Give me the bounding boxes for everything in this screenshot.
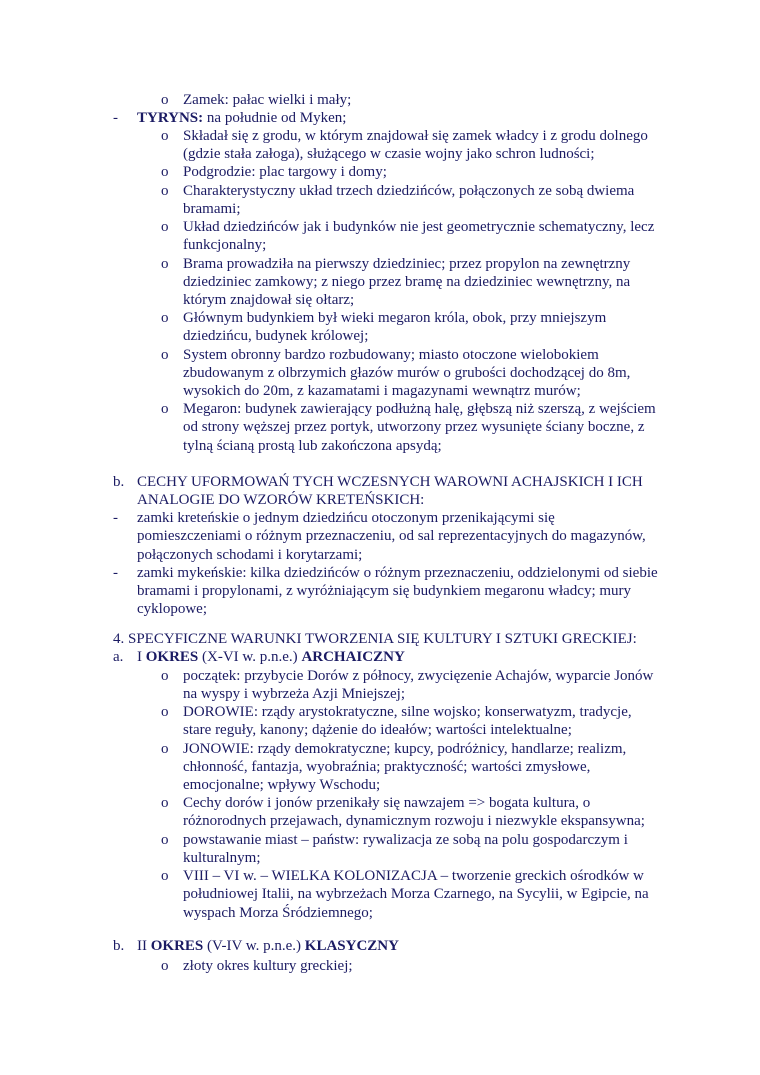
- list-item-line: (gdzie stała załoga), służącego w czasie wojny jako schron ludności;: [183, 146, 595, 162]
- period-name: KLASYCZNY: [304, 938, 399, 954]
- bullet-marker: o: [161, 164, 169, 180]
- list-item-text: Zamek: pałac wielki i mały;: [183, 92, 352, 108]
- list-item-line: południowej Italii, na wybrzeżach Morza Czarnego, na Sycylii, w Egipcie, na: [183, 886, 649, 902]
- period-pre: II: [137, 938, 151, 954]
- list-item-line: cyklopowe;: [137, 601, 207, 617]
- dash-marker: -: [113, 510, 118, 526]
- period-okres: OKRES: [145, 649, 199, 665]
- section-heading: CECHY UFORMOWAŃ TYCH WCZESNYCH WAROWNI ACHAJSKICH I ICH: [137, 474, 643, 490]
- bullet-marker: o: [161, 832, 169, 848]
- period-range: (V-IV w. p.n.e.): [203, 938, 305, 954]
- bullet-marker: o: [161, 347, 169, 363]
- bullet-marker: o: [161, 256, 169, 272]
- list-item-line: dziedziniec zamkowy; z niego przez bramę na dziedziniec wewnętrzny, na: [183, 274, 631, 290]
- dash-marker: -: [113, 565, 118, 581]
- list-item-line: kulturalnym;: [183, 850, 261, 866]
- bullet-marker: o: [161, 868, 169, 884]
- tyryns-heading-rest: na południe od Myken;: [203, 110, 347, 126]
- bullet-marker: o: [161, 668, 169, 684]
- list-item-line: Cechy dorów i jonów przenikały się nawzajem => bogata kultura, o: [183, 795, 591, 811]
- list-item-line: funkcjonalny;: [183, 237, 267, 253]
- bullet-marker: o: [161, 401, 169, 417]
- list-item-line: połączonych schodami i korytarzami;: [137, 547, 363, 563]
- list-item-line: początek: przybycie Dorów z północy, zwycięzenie Achajów, wyparcie Jonów: [183, 668, 654, 684]
- list-item-line: złoty okres kultury greckiej;: [183, 958, 353, 974]
- list-item-line: którym znajdował się ołtarz;: [183, 292, 355, 308]
- bullet-marker: o: [161, 704, 169, 720]
- list-item-line: Układ dziedzińców jak i budynków nie jest geometrycznie schematyczny, lecz: [183, 219, 655, 235]
- list-item-line: wyspach Morza Śródziemnego;: [183, 905, 373, 921]
- list-item-line: zbudowanym z olbrzymich głazów murów o grubości dochodzącej do 8m,: [183, 365, 631, 381]
- bullet-marker: o: [161, 795, 169, 811]
- section-heading: ANALOGIE DO WZORÓW KRETEŃSKICH:: [137, 492, 425, 508]
- list-item-line: od strony węższej przez portyk, utworzony przez wysunięte ściany boczne, z: [183, 419, 645, 435]
- section-marker: b.: [113, 938, 125, 954]
- list-item-line: bramami i propylonami, z wyróżniającym się budynkiem megaronu władcy; mury: [137, 583, 632, 599]
- list-item-line: pomieszczeniami o różnym przeznaczeniu, od sal reprezentacyjnych do magazynów,: [137, 528, 646, 544]
- list-item-line: Podgrodzie: plac targowy i domy;: [183, 164, 387, 180]
- list-item-line: emocjonalne; wpływy Wschodu;: [183, 777, 381, 793]
- list-item-line: DOROWIE: rządy arystokratyczne, silne wojsko; konserwatyzm, tradycje,: [183, 704, 632, 720]
- list-item-line: stare reguły, kanony; dążenie do ideałów; wartości intelektualne;: [183, 722, 572, 738]
- list-item-line: VIII – VI w. – WIELKA KOLONIZACJA – tworzenie greckich ośrodków w: [183, 868, 644, 884]
- tyryns-heading-line: [137, 109, 346, 127]
- list-item-line: Głównym budynkiem był wieki megaron króla, obok, przy mniejszym: [183, 310, 607, 326]
- bullet-marker: o: [161, 219, 169, 235]
- period-okres: OKRES: [150, 938, 204, 954]
- period-range: (X-VI w. p.n.e.): [198, 649, 302, 665]
- list-item-line: Składał się z grodu, w którym znajdował się zamek władcy i z grodu dolnego: [183, 128, 648, 144]
- bullet-marker: o: [161, 183, 169, 199]
- list-item-line: chłonność, fantazja, wyobraźnia; praktyczność; wartości zmysłowe,: [183, 759, 591, 775]
- bullet-marker: o: [161, 310, 169, 326]
- period-heading: [137, 937, 399, 955]
- list-item-line: dziedzińcu, budynek królowej;: [183, 328, 369, 344]
- period-pre: I: [137, 649, 146, 665]
- list-item-line: na wyspy i wybrzeża Azji Mniejszej;: [183, 686, 406, 702]
- period-name: ARCHAICZNY: [301, 649, 405, 665]
- list-item-line: Charakterystyczny układ trzech dziedzińców, połączonych ze sobą dwiema: [183, 183, 635, 199]
- list-item-line: System obronny bardzo rozbudowany; miasto otoczone wielobokiem: [183, 347, 599, 363]
- list-item-line: Megaron: budynek zawierający podłużną halę, głębszą niż szerszą, z wejściem: [183, 401, 656, 417]
- bullet-marker: o: [161, 741, 169, 757]
- dash-marker: -: [113, 110, 118, 126]
- list-item-line: różnorodnych przejawach, dynamicznym rozwoju i niezwykle ekspansywna;: [183, 813, 645, 829]
- section-marker: a.: [113, 649, 124, 665]
- section-marker: b.: [113, 474, 125, 490]
- bullet-marker: o: [161, 958, 169, 974]
- list-item-line: tylną ścianą prostą lub zakończona apsydą;: [183, 438, 442, 454]
- list-item-line: wysokich do 20m, z kazamatami i magazynami wewnątrz murów;: [183, 383, 581, 399]
- period-heading: [137, 648, 405, 666]
- bullet-marker: o: [161, 92, 169, 108]
- list-item-line: Brama prowadziła na pierwszy dziedziniec; przez propylon na zewnętrzny: [183, 256, 631, 272]
- list-item-line: powstawanie miast – państw: rywalizacja ze sobą na polu gospodarczym i: [183, 832, 628, 848]
- list-item-line: zamki mykeńskie: kilka dziedzińców o różnym przeznaczeniu, oddzielonymi od siebie: [137, 565, 658, 581]
- tyryns-heading: TYRYNS:: [137, 110, 204, 126]
- list-item-line: JONOWIE: rządy demokratyczne; kupcy, podróżnicy, handlarze; realizm,: [183, 741, 627, 757]
- bullet-marker: o: [161, 128, 169, 144]
- section-title: 4. SPECYFICZNE WARUNKI TWORZENIA SIĘ KULTURY I SZTUKI GRECKIEJ:: [113, 631, 637, 647]
- list-item-line: zamki kreteńskie o jednym dziedzińcu otoczonym przenikającymi się: [137, 510, 555, 526]
- list-item-line: bramami;: [183, 201, 241, 217]
